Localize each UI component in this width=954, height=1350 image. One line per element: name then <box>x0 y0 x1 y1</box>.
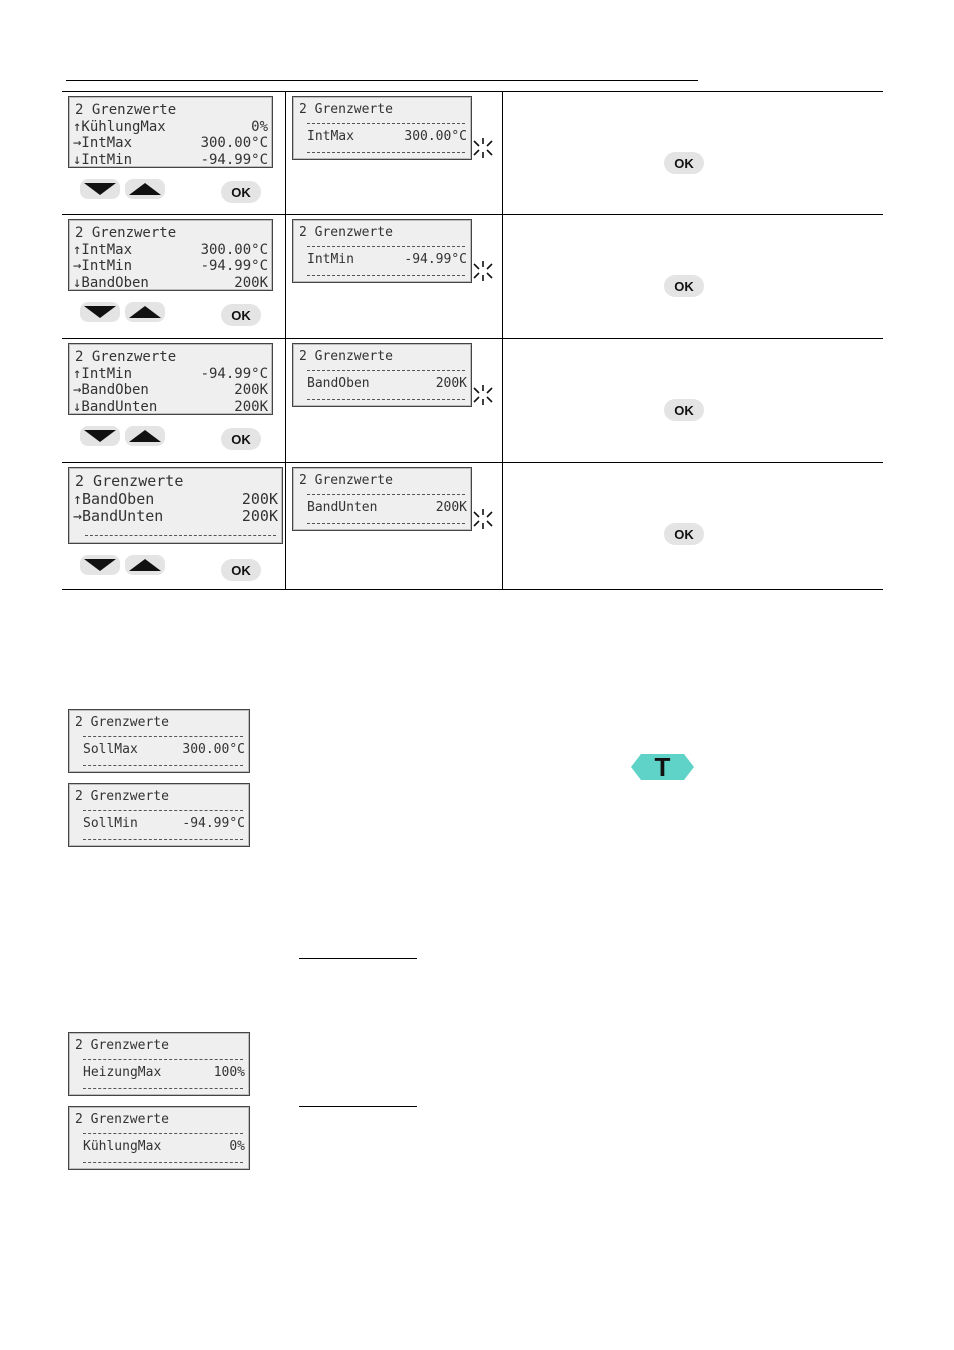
ok-button[interactable]: OK <box>221 559 261 581</box>
menu-line-value: 200K <box>234 398 268 415</box>
display-separator <box>83 736 243 737</box>
ok-button[interactable]: OK <box>664 275 704 297</box>
display-separator <box>307 494 465 495</box>
parameter-value: -94.99°C <box>404 252 467 267</box>
parameter-value: 300.00°C <box>182 742 245 757</box>
display-separator <box>83 1059 243 1060</box>
display-separator <box>83 1162 243 1163</box>
parameter-value: 100% <box>213 1065 245 1080</box>
blinking-icon <box>471 381 495 407</box>
menu-line-value: 200K <box>234 382 268 398</box>
menu-line-label: →IntMax <box>73 135 133 151</box>
edit-display <box>292 343 472 407</box>
table-col-divider <box>285 91 286 590</box>
t-button-shape <box>631 753 694 781</box>
blinking-icon <box>471 134 495 160</box>
up-arrow-button[interactable] <box>125 426 165 446</box>
triangle-down-icon <box>80 426 120 446</box>
triangle-up-icon <box>125 555 165 575</box>
edit-display <box>292 96 472 160</box>
ok-button[interactable]: OK <box>664 523 704 545</box>
display-separator <box>83 810 243 811</box>
blinking-icon <box>471 257 495 283</box>
parameter-name: SollMin <box>83 816 138 831</box>
menu-line-value: -94.99°C <box>200 258 268 274</box>
display-separator <box>307 246 465 247</box>
triangle-up-icon <box>125 426 165 446</box>
triangle-up-icon <box>125 302 165 322</box>
up-arrow-button[interactable] <box>125 302 165 322</box>
menu-line-label: →IntMin <box>73 258 133 274</box>
parameter-name: BandUnten <box>307 500 378 515</box>
table-row-divider <box>62 338 883 339</box>
table-row-divider <box>62 462 883 463</box>
table-row-divider <box>62 214 883 215</box>
display-title: 2 Grenzwerte <box>299 102 393 117</box>
edit-display <box>68 1032 250 1096</box>
menu-display <box>68 343 273 415</box>
ok-button[interactable]: OK <box>221 428 261 450</box>
up-arrow-button[interactable] <box>125 555 165 575</box>
menu-line-value: 300.00°C <box>200 241 268 258</box>
triangle-up-icon <box>125 179 165 199</box>
menu-line-label: →BandOben <box>73 382 149 398</box>
parameter-name: SollMax <box>83 742 138 757</box>
ok-button[interactable]: OK <box>221 304 261 326</box>
display-separator <box>83 839 243 840</box>
ok-button[interactable]: OK <box>664 152 704 174</box>
menu-display <box>68 96 273 168</box>
table-top-border <box>62 91 883 92</box>
menu-display <box>68 467 283 544</box>
display-separator <box>83 1133 243 1134</box>
menu-line-value: 200K <box>241 489 278 508</box>
menu-line-value: -94.99°C <box>200 151 268 168</box>
display-title: 2 Grenzwerte <box>299 225 393 240</box>
table-col-divider <box>502 91 503 590</box>
ok-button[interactable]: OK <box>664 399 704 421</box>
section-underline <box>299 1106 417 1107</box>
parameter-value: -94.99°C <box>182 816 245 831</box>
up-arrow-button[interactable] <box>125 179 165 199</box>
triangle-down-icon <box>80 302 120 322</box>
display-title: 2 Grenzwerte <box>75 472 184 490</box>
display-separator <box>307 275 465 276</box>
menu-line-value: 300.00°C <box>200 135 268 151</box>
display-title: 2 Grenzwerte <box>299 473 393 488</box>
display-title: 2 Grenzwerte <box>299 349 393 364</box>
edit-display <box>292 219 472 283</box>
display-separator <box>307 399 465 400</box>
display-separator <box>307 523 465 524</box>
parameter-name: KühlungMax <box>83 1139 162 1154</box>
display-separator <box>83 765 243 766</box>
menu-line-label: ↓BandOben <box>73 274 149 291</box>
down-arrow-button[interactable] <box>80 555 120 575</box>
down-arrow-button[interactable] <box>80 179 120 199</box>
parameter-value: 200K <box>435 500 467 515</box>
display-title: 2 Grenzwerte <box>75 715 169 730</box>
menu-line-label: ↓BandUnten <box>73 398 158 415</box>
table-bottom-border <box>62 589 883 590</box>
t-button-label: T <box>654 753 671 781</box>
parameter-name: IntMin <box>307 252 354 267</box>
display-title: 2 Grenzwerte <box>75 349 177 365</box>
parameter-value: 200K <box>435 376 467 391</box>
blinking-icon <box>471 505 495 531</box>
parameter-name: IntMax <box>307 129 354 144</box>
menu-line-value: 200K <box>241 507 278 525</box>
t-button[interactable] <box>631 753 694 781</box>
display-separator <box>307 370 465 371</box>
display-separator <box>307 152 465 153</box>
display-title: 2 Grenzwerte <box>75 225 177 241</box>
edit-display <box>292 467 472 531</box>
display-title: 2 Grenzwerte <box>75 102 177 118</box>
display-separator <box>307 123 465 124</box>
menu-line-value: -94.99°C <box>200 365 268 382</box>
menu-line-label: ↑IntMin <box>73 365 133 382</box>
menu-display <box>68 219 273 291</box>
triangle-down-icon <box>80 555 120 575</box>
header-rule <box>66 80 698 81</box>
triangle-down-icon <box>80 179 120 199</box>
section-underline <box>299 958 417 959</box>
display-title: 2 Grenzwerte <box>75 789 169 804</box>
parameter-name: HeizungMax <box>83 1065 162 1080</box>
menu-line-label: ↓IntMin <box>73 151 133 168</box>
ok-button[interactable]: OK <box>221 181 261 203</box>
parameter-name: BandOben <box>307 376 370 391</box>
display-separator <box>83 1088 243 1089</box>
menu-line-value: 0% <box>251 118 268 135</box>
down-arrow-button[interactable] <box>80 426 120 446</box>
parameter-value: 300.00°C <box>404 129 467 144</box>
down-arrow-button[interactable] <box>80 302 120 322</box>
edit-display <box>68 709 250 773</box>
display-title: 2 Grenzwerte <box>75 1038 169 1053</box>
parameter-value: 0% <box>229 1139 245 1154</box>
display-separator <box>85 535 276 536</box>
menu-line-label: ↑KühlungMax <box>73 118 166 135</box>
edit-display <box>68 783 250 847</box>
edit-display <box>68 1106 250 1170</box>
display-title: 2 Grenzwerte <box>75 1112 169 1127</box>
menu-line-value: 200K <box>234 274 268 291</box>
menu-line-label: ↑BandOben <box>73 489 155 508</box>
menu-line-label: ↑IntMax <box>73 241 133 258</box>
menu-line-label: →BandUnten <box>73 507 164 525</box>
